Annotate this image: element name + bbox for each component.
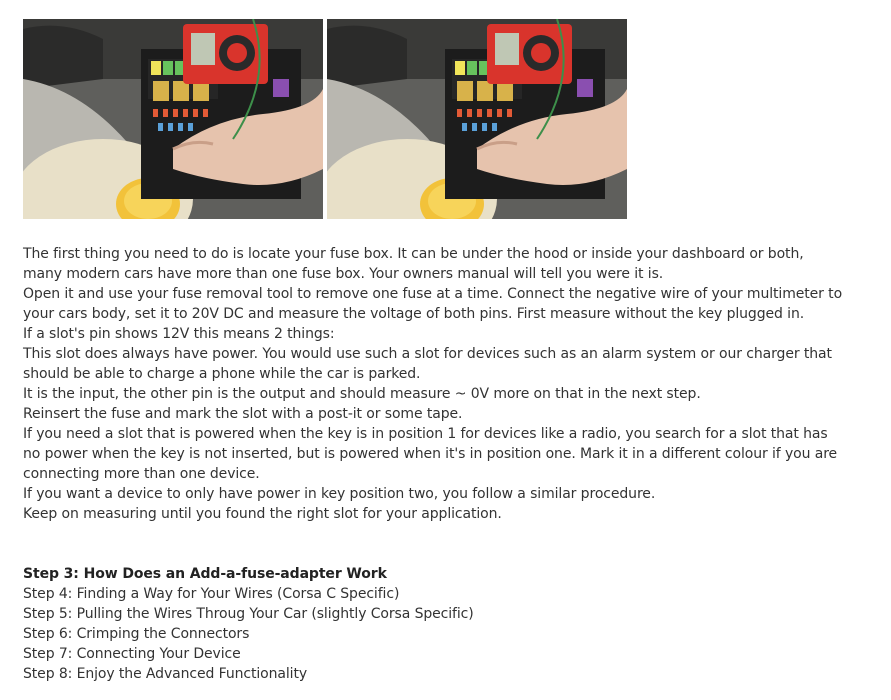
paragraph: Open it and use your fuse removal tool to remove one fuse at a time. Connect the negative wire of your multimeter to your cars body, set it to 20V DC and measure the voltage of both pins. First measure without the key plugged in. <box>23 286 843 322</box>
paragraph: If a slot's pin shows 12V this means 2 things: <box>23 326 335 342</box>
step-link-8[interactable]: Step 8: Enjoy the Advanced Functionality <box>23 666 308 682</box>
step-link-5[interactable]: Step 5: Pulling the Wires Throug Your Car (slightly Corsa Specific) <box>23 606 474 622</box>
paragraph: The first thing you need to do is locate your fuse box. It can be under the hood or inside your dashboard or both, many modern cars have more than one fuse box. Your owners manual will tell you were it is. <box>23 246 804 282</box>
step-link-4[interactable]: Step 4: Finding a Way for Your Wires (Corsa C Specific) <box>23 586 400 602</box>
paragraph: If you want a device to only have power in key position two, you follow a similar procedure. <box>23 486 656 502</box>
step-navigation-list <box>23 564 843 684</box>
fuse-box-photo-2[interactable] <box>327 19 627 219</box>
fuse-box-photo-1-image <box>23 19 323 219</box>
fuse-box-photo-2-image <box>327 19 627 219</box>
step-link-6[interactable]: Step 6: Crimping the Connectors <box>23 626 250 642</box>
image-gallery <box>23 19 627 219</box>
paragraph: Reinsert the fuse and mark the slot with a post-it or some tape. <box>23 406 463 422</box>
fuse-box-photo-1[interactable] <box>23 19 323 219</box>
step-link-3[interactable]: Step 3: How Does an Add-a-fuse-adapter Work <box>23 566 387 582</box>
paragraph: It is the input, the other pin is the output and should measure ~ 0V more on that in the next step. <box>23 386 701 402</box>
paragraph: If you need a slot that is powered when the key is in position 1 for devices like a radio, you search for a slot that has no power when the key is not inserted, but is powered when it's in position one. Mark it in a different colour if you are connecting more than one device. <box>23 426 838 482</box>
paragraph: This slot does always have power. You would use such a slot for devices such as an alarm system or our charger that should be able to charge a phone while the car is parked. <box>23 346 832 382</box>
step-link-7[interactable]: Step 7: Connecting Your Device <box>23 646 241 662</box>
paragraph: Keep on measuring until you found the right slot for your application. <box>23 506 502 522</box>
step-body-text <box>23 244 843 524</box>
